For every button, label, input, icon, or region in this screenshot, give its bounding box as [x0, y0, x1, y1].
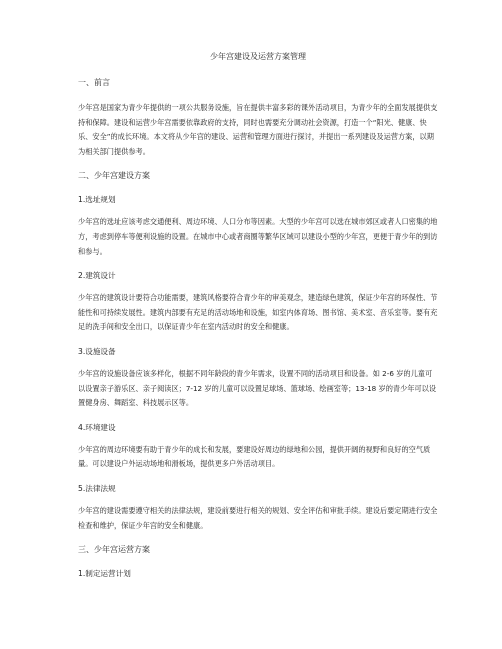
section-heading-operation: 三、少年宫运营方案 [78, 545, 150, 555]
subheading-environment: 4.环境建设 [78, 422, 116, 432]
section-heading-preface: 一、前言 [78, 78, 110, 87]
subheading-architecture-design: 2.建筑设计 [78, 271, 116, 281]
subheading-operation-plan: 1.制定运营计划 [78, 569, 131, 579]
facilities-equipment-paragraph: 少年宫的设施设备应该多样化，根据不同年龄段的青少年需求，设置不同的活动项目和设备。如 2-6 岁的儿童可以设置亲子游乐区、亲子阅读区；7-12 岁的儿童可以设置足球场、篮球场、绘画室等；13-18 岁的青少年可以设置健身房、舞蹈室、科技展示区等。 [78, 368, 437, 408]
section-heading-construction: 二、少年宫建设方案 [78, 171, 150, 181]
preface-paragraph: 少年宫是国家为青少年提供的一项公共服务设施，旨在提供丰富多彩的课外活动项目，为青少年的全面发展提供支持和保障。建设和运营少年宫需要依靠政府的支持，同时也需要充分调动社会资源，打造一个“阳光、健康、快乐、安全”的成长环境。本文将从少年宫的建设、运营和管理方面进行探讨，并提出一系列建设及运营方案，以期为相关部门提供参考。 [78, 103, 438, 156]
subheading-laws-regulations: 5.法律法规 [78, 483, 116, 493]
document-title: 少年宫建设及运营方案管理 [210, 52, 306, 61]
architecture-design-paragraph: 少年宫的建筑设计要符合功能需要，建筑风格要符合青少年的审美观念，建造绿色建筑，保证少年宫的环保性、节能性和可持续发展性。建筑内部要有充足的活动场地和设施，如室内体育场、图书馆、美术室、音乐室等。要有充足的洗手间和安全出口，以保证青少年在室内活动时的安全和健康。 [78, 293, 438, 332]
subheading-site-planning: 1.选址规划 [78, 195, 116, 205]
environment-paragraph: 少年宫的周边环境要有助于青少年的成长和发展，要建设好周边的绿地和公园，提供开阔的视野和良好的空气质量。可以建设户外运动场地和滑板场，提供更多户外活动项目。 [78, 444, 431, 469]
subheading-facilities-equipment: 3.设施设备 [78, 346, 116, 356]
site-planning-paragraph: 少年宫的选址应该考虑交通便利、周边环境、人口分布等因素。大型的少年宫可以选在城市郊区或者人口密集的地方，考虑到停车等便利设施的设置。在城市中心或者商圈等繁华区域可以建设小型的少年宫，更便于青少年的到访和参与。 [78, 217, 438, 256]
laws-regulations-paragraph: 少年宫的建设需要遵守相关的法律法规，建设前要进行相关的规划、安全评估和审批手续。建设后要定期进行安全检查和维护，保证少年宫的安全和健康。 [78, 505, 438, 530]
